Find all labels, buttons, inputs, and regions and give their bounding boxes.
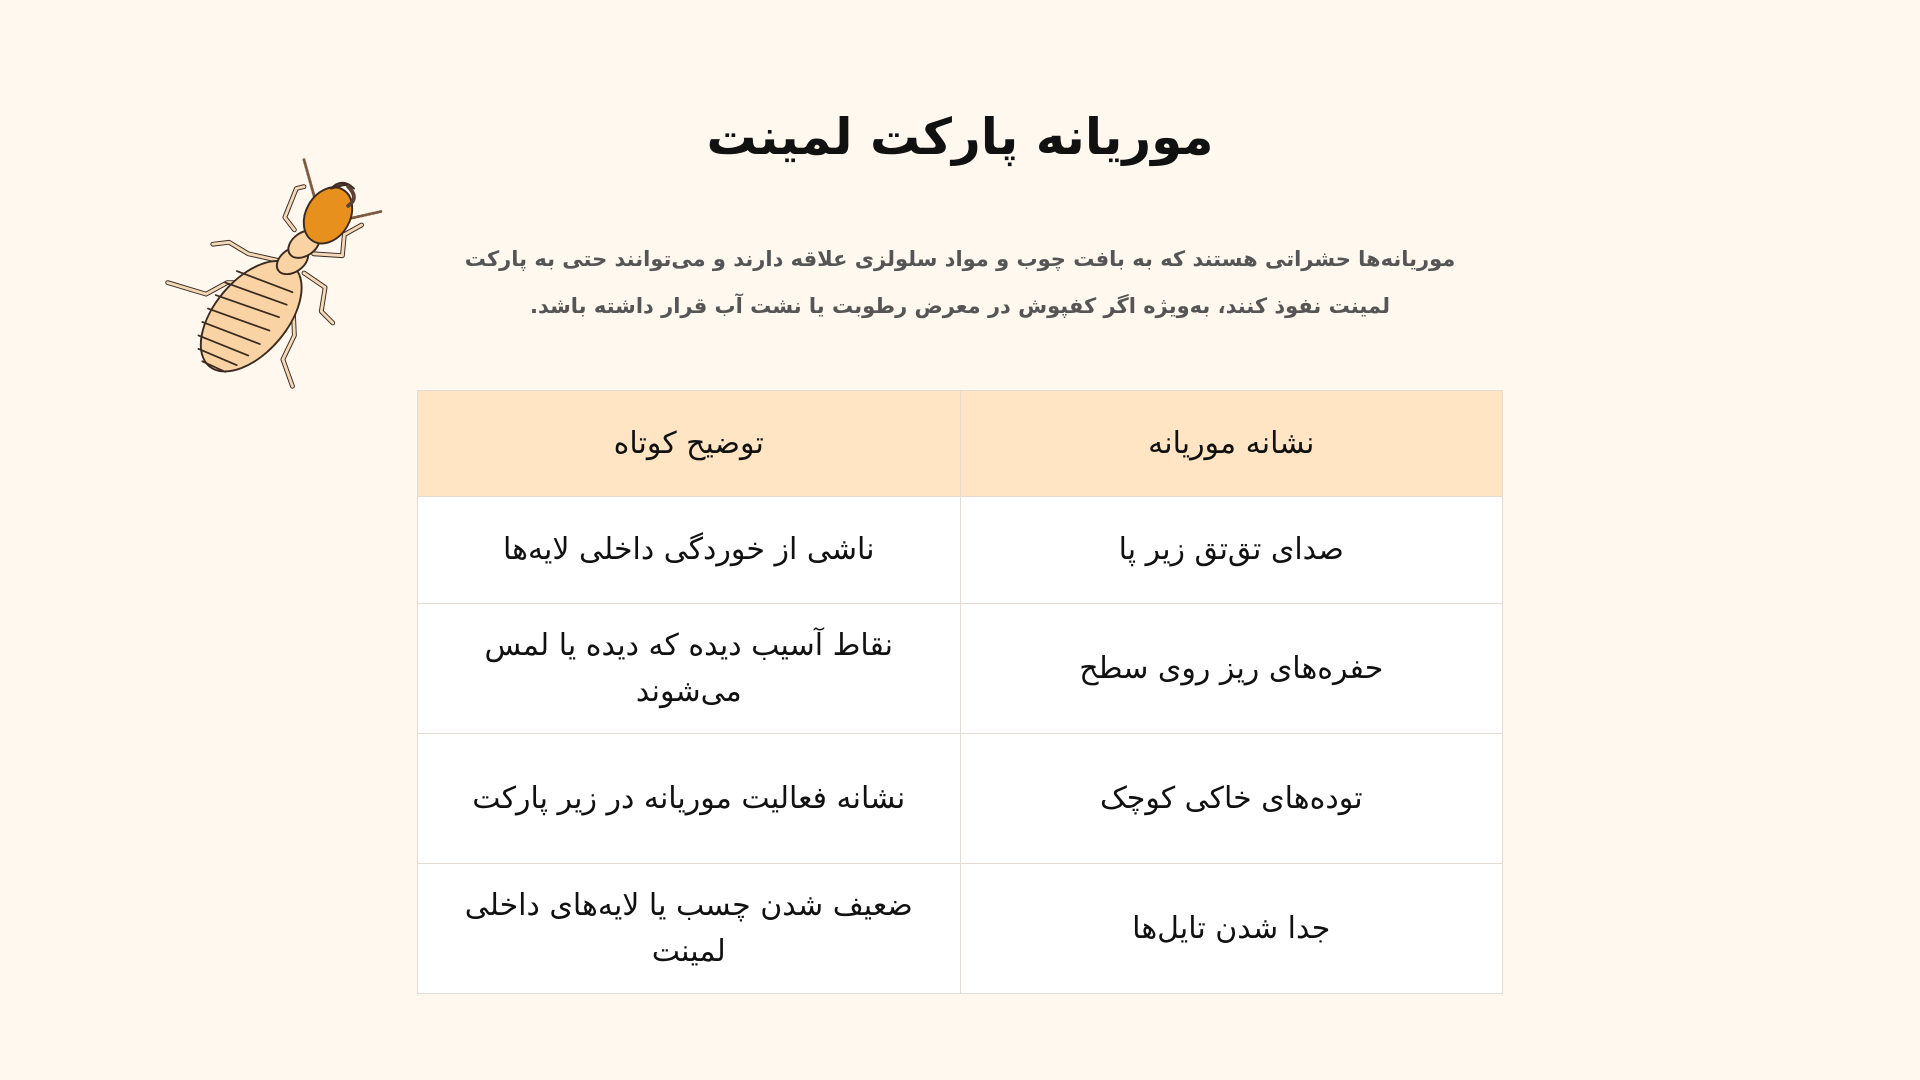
cell-description: نشانه فعالیت موریانه در زیر پارکت: [418, 734, 961, 864]
cell-description: نقاط آسیب دیده که دیده یا لمس می‌شوند: [418, 604, 961, 734]
intro-paragraph: موریانه‌ها حشراتی هستند که به بافت چوب و مواد سلولزی علاقه دارند و می‌توانند حتی به پارکت لمینت نفوذ کنند، به‌ویژه اگر کفپوش در معرض رطوبت یا نشت آب قرار داشته باشد.: [464, 247, 1456, 318]
header-description: توضیح کوتاه: [418, 391, 961, 497]
table-row: [418, 864, 1503, 994]
cell-description: ضعیف شدن چسب یا لایه‌های داخلی لمینت: [418, 864, 961, 994]
cell-sign: صدای تق‌تق زیر پا: [960, 497, 1503, 604]
termite-signs-table: [417, 390, 1503, 994]
cell-sign: حفره‌های ریز روی سطح: [960, 604, 1503, 734]
header-sign: نشانه موریانه: [960, 391, 1503, 497]
cell-sign: توده‌های خاکی کوچک: [960, 734, 1503, 864]
termite-icon: [160, 148, 400, 398]
cell-description: ناشی از خوردگی داخلی لایه‌ها: [418, 497, 961, 604]
table-row: [418, 497, 1503, 604]
table-row: [418, 604, 1503, 734]
cell-sign: جدا شدن تایل‌ها: [960, 864, 1503, 994]
table-header-row: [418, 391, 1503, 497]
page-title: موریانه پارکت لمینت: [706, 108, 1214, 166]
table-row: [418, 734, 1503, 864]
